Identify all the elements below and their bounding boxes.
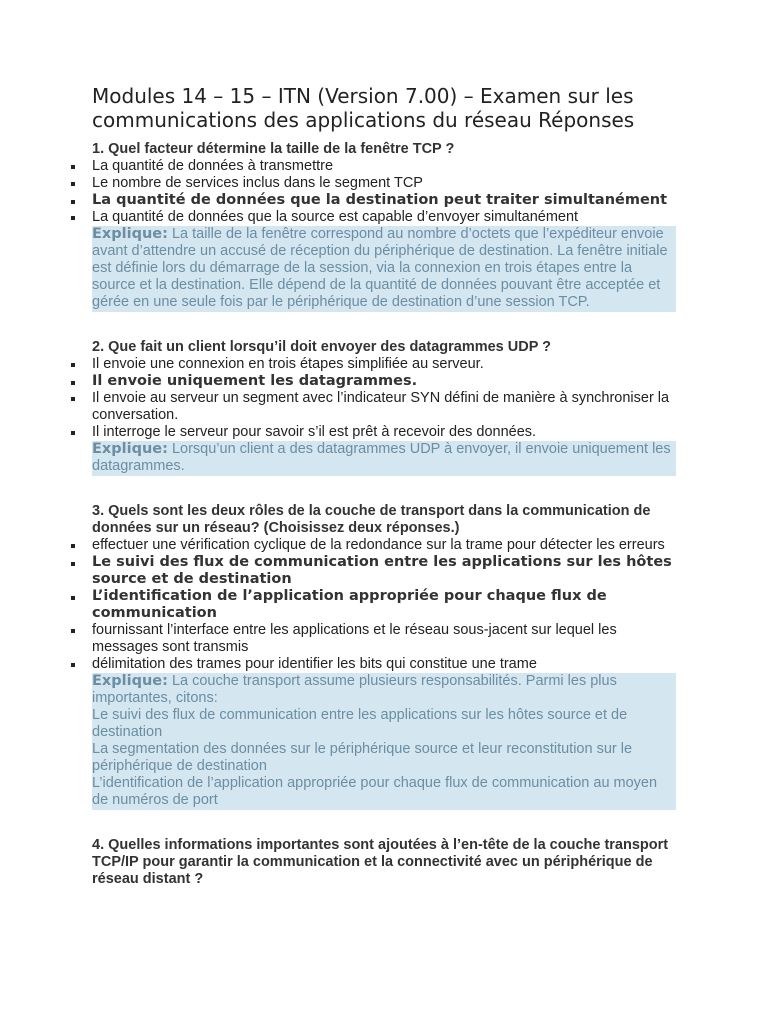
explanation-paragraph [92,226,676,311]
explanation-paragraph [92,741,676,775]
answer-list [92,537,676,673]
explanation-text: Le suivi des flux de communication entre les applications sur les hôtes source et de destination [92,707,628,740]
question-text: 3. Quels sont les deux rôles de la couche de transport dans la communication de données sur un réseau? (Choisissez deux réponses.) [92,503,651,536]
answer-item: Il envoie une connexion en trois étapes simplifiée au serveur. [92,356,676,373]
answer-list [92,158,676,226]
answer-item-correct: La quantité de données que la destination peut traiter simultanément [92,192,676,209]
explanation-text: La segmentation des données sur le périphérique source et leur reconstitution sur le périphérique de destination [92,741,633,774]
explanation-text: L’identification de l’application appropriée pour chaque flux de communication au moyen de numéros de port [92,775,658,808]
explanation-paragraph [92,673,676,707]
question-block [92,503,676,837]
answer-item-correct: Il envoie uniquement les datagrammes. [92,373,676,390]
answer-item: délimitation des trames pour identifier les bits qui constitue une trame [92,656,676,673]
page-title: Modules 14 – 15 – ITN (Version 7.00) – Examen sur les communications des applications du réseau Réponses [92,84,635,132]
explanation-label: Explique: [92,226,168,242]
answer-item: La quantité de données à transmettre [92,158,676,175]
answer-item: effectuer une vérification cyclique de la redondance sur la trame pour détecter les erreurs [92,537,676,554]
question-block [92,141,676,339]
section-spacer [92,476,676,503]
explanation-text: La couche transport assume plusieurs responsabilités. Parmi les plus importantes, citons: [92,673,617,706]
question-text: 2. Que fait un client lorsqu’il doit envoyer des datagrammes UDP ? [92,339,552,355]
question-text: 1. Quel facteur détermine la taille de la fenêtre TCP ? [92,141,455,157]
question-block [92,339,676,503]
question-text: 4. Quelles informations importantes sont ajoutées à l’en-tête de la couche transport TCP/IP pour garantir la communication et la connectivité avec un périphérique de réseau distant ? [92,837,669,887]
explanation-paragraph [92,441,676,475]
section-spacer [92,810,676,837]
explanation-box [92,226,676,312]
explanation-paragraph [92,775,676,809]
explanation-paragraph [92,707,676,741]
explanation-label: Explique: [92,441,168,457]
section-spacer [92,312,676,339]
answer-item-correct: Le suivi des flux de communication entre les applications sur les hôtes source et de destination [92,554,676,588]
answer-item: Il envoie au serveur un segment avec l’indicateur SYN défini de manière à synchroniser la conversation. [92,390,676,424]
explanation-text: Lorsqu’un client a des datagrammes UDP à envoyer, il envoie uniquement les datagrammes. [92,441,671,474]
answer-item: Le nombre de services inclus dans le segment TCP [92,175,676,192]
document-content [92,84,676,888]
answer-item: La quantité de données que la source est capable d’envoyer simultanément [92,209,676,226]
question-list [92,141,676,888]
explanation-box [92,441,676,476]
explanation-box [92,673,676,810]
answer-list [92,356,676,441]
answer-item: fournissant l’interface entre les applications et le réseau sous-jacent sur lequel les messages sont transmis [92,622,676,656]
answer-item-correct: L’identification de l’application appropriée pour chaque flux de communication [92,588,676,622]
answer-item: Il interroge le serveur pour savoir s’il est prêt à recevoir des données. [92,424,676,441]
question-block [92,837,676,888]
explanation-label: Explique: [92,673,168,689]
explanation-text: La taille de la fenêtre correspond au nombre d’octets que l’expéditeur envoie avant d’attendre un accusé de réception du périphérique de destination. La fenêtre initiale est définie lors du démarrage de la session, via la connexion en trois étapes entre la source et la destination. Elle dépend de la quantité de données pouvant être acceptée et gérée en une seule fois par le périphérique de destination d’une session TCP. [92,226,668,310]
